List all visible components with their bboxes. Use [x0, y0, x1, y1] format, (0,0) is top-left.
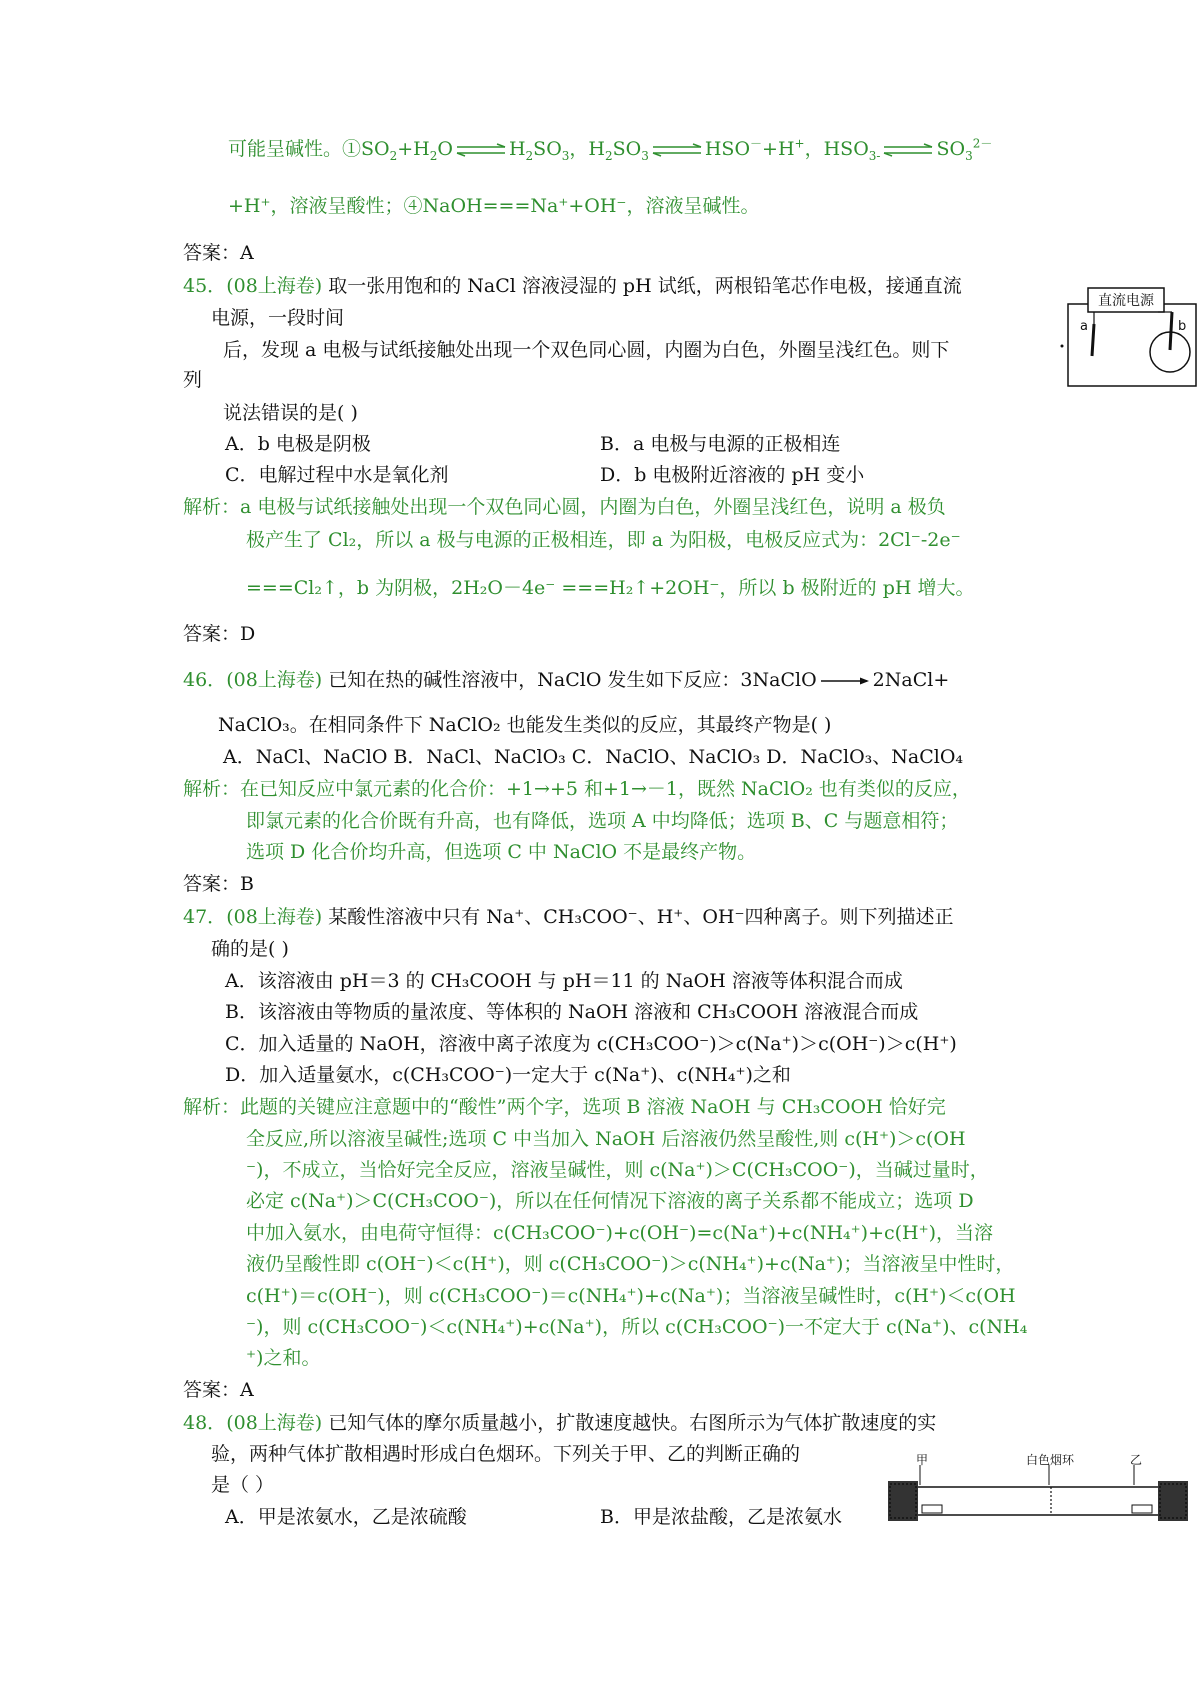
q47-number: 47．: [183, 906, 227, 928]
prev-explanation-line1: 可能呈碱性。$①SO_2+H_2O$ $H_2SO_3$，$H_2SO_3$ HSO－+H+，$HSO_{3-}$ $SO_3^{2-}$: [228, 136, 993, 163]
q46-explanation-line3: 选项 D 化合价均升高，但选项 C 中 NaClO 不是最终产物。: [246, 841, 757, 863]
q48-number: 48．: [183, 1412, 227, 1434]
equilibrium-arrow-icon: [651, 143, 703, 157]
q45-number: 45．: [183, 275, 227, 297]
q48-source: (08上海卷): [226, 1412, 323, 1434]
q48-option-b: B．甲是浓盐酸，乙是浓氨水: [600, 1506, 842, 1528]
q47-option-c: C．加入适量的 NaOH，溶液中离子浓度为 c(CH₃COO⁻)＞c(Na⁺)＞c(OH⁻)＞c(H⁺): [225, 1033, 957, 1055]
q45-stem-line2: 电源，一段时间: [211, 307, 345, 329]
q47-option-a: A．该溶液由 pH＝3 的 CH₃COOH 与 pH＝11 的 NaOH 溶液等体积混合而成: [225, 970, 903, 992]
electrode-b-label: b: [1178, 319, 1187, 334]
q46-stem-line2: NaClO₃。在相同条件下 NaClO₂ 也能发生类似的反应，其最终产物是( ): [218, 714, 832, 736]
equilibrium-arrow-icon: [455, 143, 507, 157]
q46-number: 46．: [183, 669, 227, 691]
q47-explanation-line1: 解析：此题的关键应注意题中的“酸性”两个字，选项 B 溶液 NaOH 与 CH₃COOH 恰好完: [183, 1096, 946, 1118]
q46-explanation-line2: 即氯元素的化合价既有升高，也有降低，选项 A 中均降低；选项 B、C 与题意相符；: [246, 810, 959, 832]
q47-explanation-line3: ⁻)，不成立，当恰好完全反应，溶液呈碱性，则 c(Na⁺)＞C(CH₃COO⁻)，当碱过量时，: [246, 1159, 989, 1181]
gas-diffusion-figure: [886, 1451, 1194, 1534]
power-source-label: 直流电源: [1098, 293, 1154, 309]
q45-option-d: D．b 电极附近溶液的 pH 变小: [600, 464, 865, 486]
electrolysis-figure: [1058, 284, 1200, 395]
q46-explanation-line1: 解析：在已知反应中氯元素的化合价：+1→+5 和+1→－1，既然 NaClO₂ 也有类似的反应，: [183, 778, 971, 800]
q48-stem-line1: 48．(08上海卷) 已知气体的摩尔质量越小，扩散速度越快。右图所示为气体扩散速度的实: [183, 1412, 937, 1434]
q47-explanation-line8: ⁻)，则 c(CH₃COO⁻)＜c(NH₄⁺)+c(Na⁺)，所以 c(CH₃COO⁻)一不定大于 c(Na⁺)、c(NH₄: [246, 1316, 1028, 1338]
q47-option-d: D．加入适量氨水，c(CH₃COO⁻)一定大于 c(Na⁺)、c(NH₄⁺)之和: [225, 1064, 791, 1086]
q45-explanation-line1: 解析：a 电极与试纸接触处出现一个双色同心圆，内圈为白色，外圈呈浅红色，说明 a 极负: [183, 496, 946, 518]
answer-44: 答案：A: [183, 242, 254, 264]
white-smoke-ring-label: 白色烟环: [1026, 1453, 1075, 1467]
q47-option-b: B．该溶液由等物质的量浓度、等体积的 NaOH 溶液和 CH₃COOH 溶液混合而成: [225, 1001, 919, 1023]
q47-explanation-line5: 中加入氨水，由电荷守恒得：c(CH₃COO⁻)+c(OH⁻)=c(Na⁺)+c(NH₄⁺)+c(H⁺)，当溶: [246, 1222, 994, 1244]
q45-stem-line5: 说法错误的是( ): [223, 402, 358, 424]
q45-option-b: B．a 电极与电源的正极相连: [600, 433, 841, 455]
electrode-a-label: a: [1080, 319, 1088, 334]
equilibrium-arrow-icon: [882, 143, 934, 157]
q45-option-a: A．b 电极是阴极: [225, 433, 371, 455]
q46-stem-line1: 46．(08上海卷) 已知在热的碱性溶液中，NaClO 发生如下反应：3NaClO 2NaCl+: [183, 669, 950, 691]
q47-explanation-line7: c(H⁺)＝c(OH⁻)，则 c(CH₃COO⁻)＝c(NH₄⁺)+c(Na⁺)；当溶液呈碱性时，c(H⁺)＜c(OH: [246, 1285, 1016, 1307]
q48-option-a: A．甲是浓氨水，乙是浓硫酸: [225, 1506, 467, 1528]
q46-options: A．NaCl、NaClO B．NaCl、NaClO₃ C．NaClO、NaClO₃ D．NaClO₃、NaClO₄: [223, 746, 964, 768]
q45-stem-line3: 后，发现 a 电极与试纸接触处出现一个双色同心圆，内圈为白色，外圈呈浅红色。则下: [223, 339, 950, 361]
q45-stem-line1: 45．(08上海卷) 取一张用饱和的 NaCl 溶液浸湿的 pH 试纸，两根铅笔芯作电极，接通直流: [183, 275, 962, 297]
q47-explanation-line6: 液仍呈酸性即 c(OH⁻)＜c(H⁺)，则 c(CH₃COO⁻)＞c(NH₄⁺)+c(Na⁺)；当溶液呈中性时，: [246, 1253, 1015, 1275]
q47-explanation-line2: 全反应,所以溶液呈碱性;选项 C 中当加入 NaOH 后溶液仍然呈酸性,则 c(H⁺)＞c(OH: [246, 1128, 966, 1150]
reaction-arrow-icon: [819, 676, 871, 686]
q45-answer: 答案：D: [183, 623, 256, 645]
q47-stem-line1: 47．(08上海卷) 某酸性溶液中只有 Na⁺、CH₃COO⁻、H⁺、OH⁻四种离子。则下列描述正: [183, 906, 954, 928]
q47-explanation-line4: 必定 c(Na⁺)＞C(CH₃COO⁻)，所以在任何情况下溶液的离子关系都不能成立；选项 D: [246, 1190, 974, 1212]
q47-stem-line2: 确的是( ): [211, 938, 289, 960]
q45-explanation-line3: ===Cl₂↑，b 为阴极，2H₂O－4e⁻ ===H₂↑+2OH⁻，所以 b 极附近的 pH 增大。: [246, 577, 975, 599]
q45-option-c: C．电解过程中水是氧化剂: [225, 464, 449, 486]
q45-explanation-line2: 极产生了 Cl₂，所以 a 极与电源的正极相连，即 a 为阳极，电极反应式为：2Cl⁻-2e⁻: [246, 529, 961, 551]
q46-answer: 答案：B: [183, 873, 254, 895]
q48-stem-line3: 是（ ）: [211, 1474, 275, 1496]
q45-source: (08上海卷): [226, 275, 323, 297]
jia-label: 甲: [916, 1453, 929, 1467]
yi-label: 乙: [1130, 1453, 1143, 1467]
q46-source: (08上海卷): [226, 669, 323, 691]
q48-stem-line2: 验，两种气体扩散相遇时形成白色烟环。下列关于甲、乙的判断正确的: [211, 1443, 801, 1465]
q47-answer: 答案：A: [183, 1379, 254, 1401]
q45-stem-line4: 列: [183, 369, 203, 391]
q47-source: (08上海卷): [226, 906, 323, 928]
prev-explanation-line2: +H⁺，溶液呈酸性；④NaOH===Na⁺+OH⁻，溶液呈碱性。: [228, 195, 760, 217]
q47-explanation-line9: ⁺)之和。: [246, 1347, 321, 1369]
